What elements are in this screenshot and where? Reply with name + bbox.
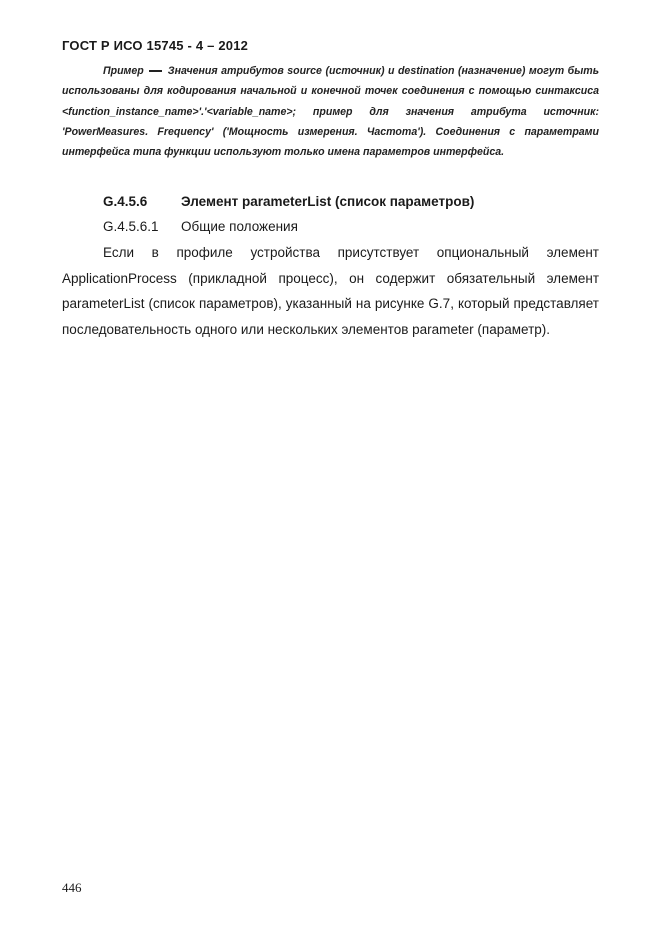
section-heading [103,194,474,209]
page-number: 446 [62,880,82,895]
subsection-title: Общие положения [181,219,298,234]
section-number: G.4.5.6 [103,194,148,209]
subsection-heading [103,219,298,234]
note-lead: Пример [103,65,144,77]
document-header: ГОСТ Р ИСО 15745 - 4 – 2012 [62,38,249,53]
body-paragraph: Если в профиле устройства присутствует опциональный элемент ApplicationProcess (прикладной процесс), он содержит обязательный элемент parameterList (список параметров), указанный на рисунке G.7, который представляет последовательность одного или нескольких элементов parameter (параметр). [62,245,599,337]
subsection-number: G.4.5.6.1 [103,219,159,234]
dash-separator [149,70,162,72]
example-note [62,61,599,162]
note-text: Значения атрибутов source (источник) и destination (назначение) могут быть использованы для кодирования начальной и конечной точек соединения с помощью синтаксиса <function_instance_name>'.'<variable_name>; пример для значения атрибута источник: 'PowerMeasures. Frequency' ('Мощность измерения. Частота'). Соединения с параметрами интерфейса типа функции используют только имена параметров интерфейса. [62,65,599,159]
section-title: Элемент parameterList (список параметров) [181,194,475,209]
